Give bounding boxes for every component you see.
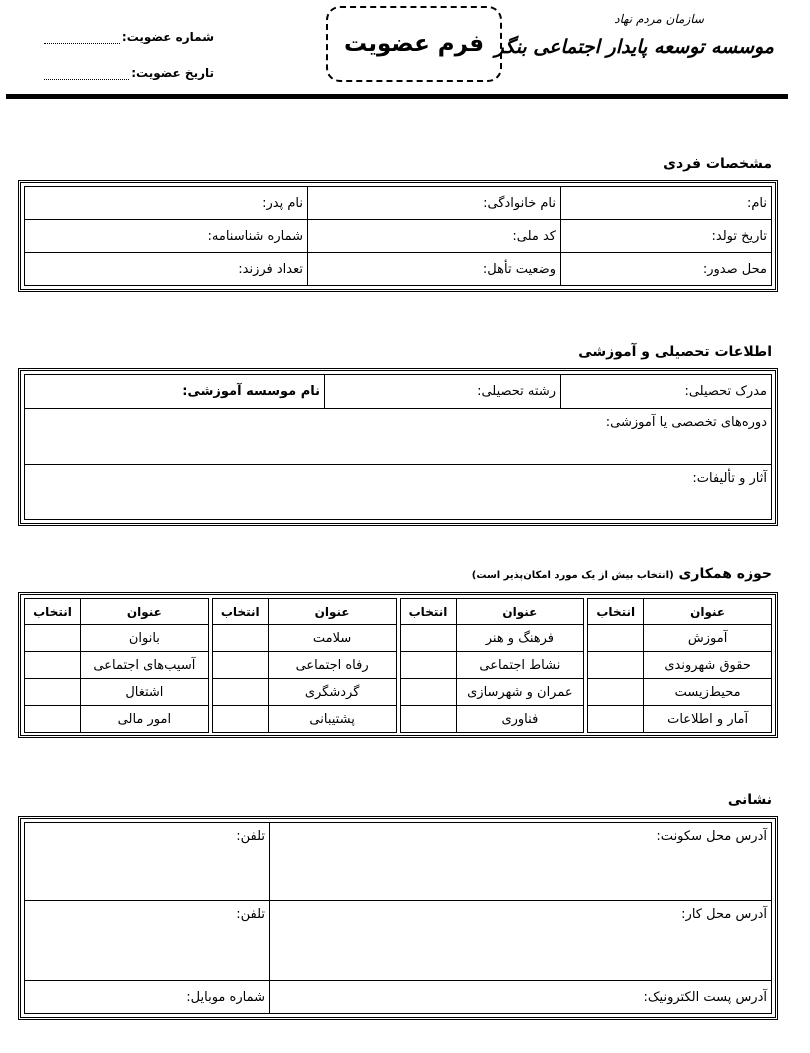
- table-row: [25, 981, 772, 1014]
- organization-block: [495, 12, 774, 58]
- cooperation-group: [400, 598, 585, 733]
- table-header-row: [588, 599, 772, 625]
- cooperation-area-label: پشتیبانی: [268, 706, 396, 733]
- table-row: [212, 625, 396, 652]
- cooperation-select-cell[interactable]: [400, 706, 456, 733]
- table-row: [588, 625, 772, 652]
- cooperation-group: [24, 598, 209, 733]
- cooperation-area-label: گردشگری: [268, 679, 396, 706]
- cooperation-select-cell[interactable]: [588, 679, 644, 706]
- cooperation-select-cell[interactable]: [400, 679, 456, 706]
- cooperation-frame: [18, 592, 778, 738]
- table-row: [25, 375, 772, 409]
- table-row: [25, 652, 209, 679]
- table-row: [25, 679, 209, 706]
- table-row: [25, 409, 772, 465]
- cooperation-select-cell[interactable]: [588, 706, 644, 733]
- work-address-field[interactable]: آدرس محل کار:: [270, 901, 772, 981]
- personal-section-title: مشخصات فردی: [663, 156, 772, 172]
- email-field[interactable]: آدرس پست الکترونیک:: [270, 981, 772, 1014]
- membership-number-label: شماره عضویت:: [121, 30, 214, 44]
- form-title: فرم عضویت: [344, 31, 485, 57]
- cooperation-section-title: [472, 566, 772, 582]
- table-row: [400, 625, 584, 652]
- marital-status-field[interactable]: وضعیت تأهل:: [308, 253, 561, 286]
- home-phone-field[interactable]: تلفن:: [25, 823, 270, 901]
- table-row: [25, 625, 209, 652]
- cooperation-group: [212, 598, 397, 733]
- cooperation-select-cell[interactable]: [212, 652, 268, 679]
- mobile-number-field[interactable]: شماره موبایل:: [25, 981, 270, 1014]
- cooperation-area-label: عمران و شهرسازی: [456, 679, 584, 706]
- membership-number-line[interactable]: [44, 34, 120, 44]
- table-row: [588, 652, 772, 679]
- cooperation-area-label: اشتغال: [81, 679, 209, 706]
- cooperation-area-label: آموزش: [644, 625, 772, 652]
- column-header-title: عنوان: [644, 599, 772, 625]
- cooperation-area-label: بانوان: [81, 625, 209, 652]
- column-header-title: عنوان: [456, 599, 584, 625]
- cooperation-title: حوزه همکاری: [678, 566, 772, 582]
- personal-info-frame: [18, 180, 778, 292]
- cooperation-area-label: حقوق شهروندی: [644, 652, 772, 679]
- cooperation-area-label: آمار و اطلاعات: [644, 706, 772, 733]
- organization-subtitle: سازمان مردم نهاد: [614, 12, 704, 26]
- table-row: [400, 706, 584, 733]
- education-frame: [18, 368, 778, 526]
- education-section-title: اطلاعات تحصیلی و آموزشی: [578, 344, 772, 360]
- cooperation-select-cell[interactable]: [400, 652, 456, 679]
- institute-name-field[interactable]: نام موسسه آموزشی:: [25, 375, 325, 409]
- table-row: [25, 464, 772, 520]
- cooperation-select-cell[interactable]: [400, 625, 456, 652]
- children-count-field[interactable]: تعداد فرزند:: [25, 253, 308, 286]
- membership-meta: [44, 26, 214, 98]
- place-of-issue-field[interactable]: محل صدور:: [561, 253, 772, 286]
- cooperation-area-label: آسیب‌های اجتماعی: [81, 652, 209, 679]
- table-row: [400, 652, 584, 679]
- cooperation-area-label: نشاط اجتماعی: [456, 652, 584, 679]
- cooperation-area-label: رفاه اجتماعی: [268, 652, 396, 679]
- table-header-row: [400, 599, 584, 625]
- personal-info-table: [24, 186, 772, 286]
- father-name-field[interactable]: نام پدر:: [25, 187, 308, 220]
- cooperation-select-cell[interactable]: [25, 706, 81, 733]
- cooperation-area-label: سلامت: [268, 625, 396, 652]
- cooperation-area-label: امور مالی: [81, 706, 209, 733]
- birth-date-field[interactable]: تاریخ تولد:: [561, 220, 772, 253]
- table-row: [400, 679, 584, 706]
- table-row: [212, 679, 396, 706]
- address-section-title: نشانی: [727, 792, 772, 808]
- table-row: [25, 253, 772, 286]
- column-header-select: انتخاب: [588, 599, 644, 625]
- publications-field[interactable]: آثار و تألیفات:: [25, 464, 772, 520]
- cooperation-area-label: فناوری: [456, 706, 584, 733]
- national-id-field[interactable]: کد ملی:: [308, 220, 561, 253]
- cooperation-select-cell[interactable]: [25, 652, 81, 679]
- table-row: [588, 679, 772, 706]
- column-header-select: انتخاب: [25, 599, 81, 625]
- cooperation-select-cell[interactable]: [212, 706, 268, 733]
- training-courses-field[interactable]: دوره‌های تخصصی یا آموزشی:: [25, 409, 772, 465]
- cooperation-select-cell[interactable]: [212, 625, 268, 652]
- cooperation-area-label: فرهنگ و هنر: [456, 625, 584, 652]
- last-name-field[interactable]: نام خانوادگی:: [308, 187, 561, 220]
- table-row: [25, 187, 772, 220]
- cooperation-select-cell[interactable]: [588, 625, 644, 652]
- membership-number-field[interactable]: [44, 26, 214, 44]
- first-name-field[interactable]: نام:: [561, 187, 772, 220]
- table-row: [25, 901, 772, 981]
- cooperation-select-cell[interactable]: [212, 679, 268, 706]
- cooperation-area-label: محیط‌زیست: [644, 679, 772, 706]
- header-divider: [6, 94, 788, 99]
- degree-field[interactable]: مدرک تحصیلی:: [561, 375, 772, 409]
- table-header-row: [212, 599, 396, 625]
- table-row: [25, 220, 772, 253]
- column-header-select: انتخاب: [212, 599, 268, 625]
- birth-certificate-number-field[interactable]: شماره شناسنامه:: [25, 220, 308, 253]
- education-table: [24, 374, 772, 520]
- address-frame: [18, 816, 778, 1020]
- cooperation-select-cell[interactable]: [25, 625, 81, 652]
- membership-date-label: تاریخ عضویت:: [131, 66, 214, 80]
- cooperation-group: [587, 598, 772, 733]
- table-row: [25, 823, 772, 901]
- organization-name: موسسه توسعه پایدار اجتماعی بنگر: [494, 36, 774, 58]
- membership-date-line[interactable]: [44, 70, 129, 80]
- address-table: [24, 822, 772, 1014]
- table-row: [25, 706, 209, 733]
- table-header-row: [25, 599, 209, 625]
- column-header-title: عنوان: [268, 599, 396, 625]
- field-of-study-field[interactable]: رشته تحصیلی:: [325, 375, 561, 409]
- form-header: [0, 0, 810, 104]
- form-title-box: [326, 6, 502, 82]
- home-address-field[interactable]: آدرس محل سکونت:: [270, 823, 772, 901]
- column-header-select: انتخاب: [400, 599, 456, 625]
- table-row: [212, 706, 396, 733]
- cooperation-select-cell[interactable]: [588, 652, 644, 679]
- column-header-title: عنوان: [81, 599, 209, 625]
- membership-date-field[interactable]: [44, 62, 214, 80]
- work-phone-field[interactable]: تلفن:: [25, 901, 270, 981]
- cooperation-note: (انتخاب بیش از یک مورد امکان‌پذیر است): [471, 570, 674, 581]
- table-row: [588, 706, 772, 733]
- table-row: [212, 652, 396, 679]
- cooperation-select-cell[interactable]: [25, 679, 81, 706]
